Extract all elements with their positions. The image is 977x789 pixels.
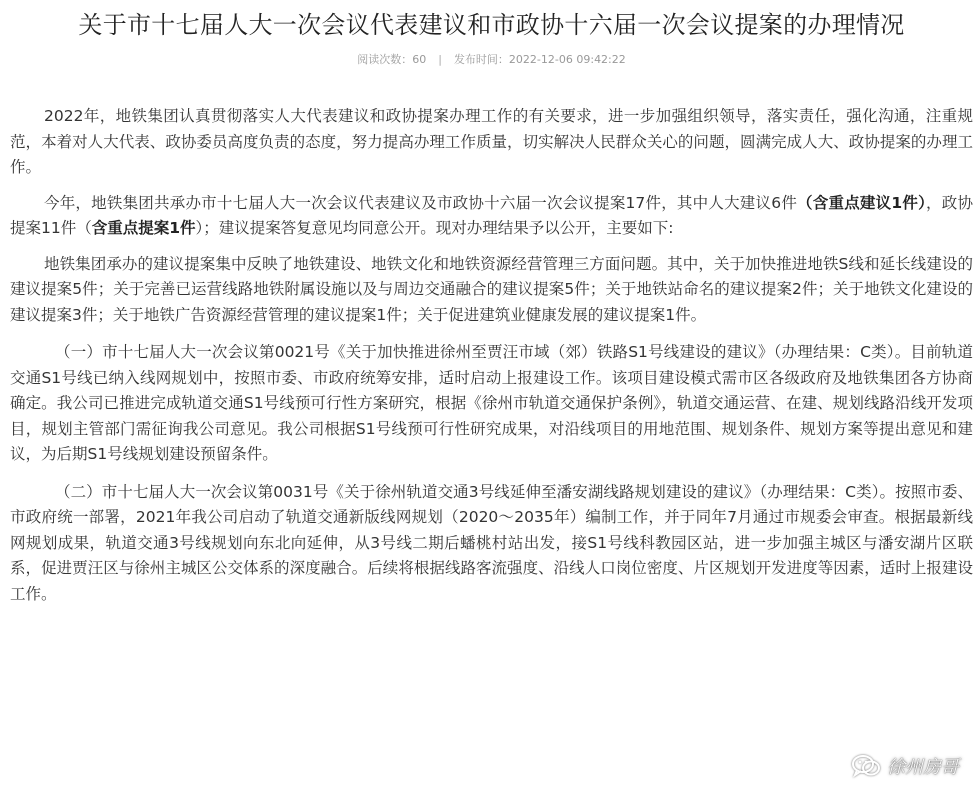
article-meta — [10, 50, 973, 70]
wechat-icon — [851, 753, 881, 779]
summary-bold-a: （含重点建议1件） — [797, 193, 927, 212]
watermark — [851, 751, 959, 781]
summary-text-c: ）；建议提案答复意见均同意公开。现对办理结果予以公开，主要如下: — [195, 219, 674, 237]
meta-separator: | — [438, 53, 442, 66]
watermark-text: 徐州房哥 — [887, 757, 959, 778]
paragraph-intro: 2022年，地铁集团认真贯彻落实人大代表建议和政协提案办理工作的有关要求，进一步加强组织领导，落实责任，强化沟通，注重规范，本着对人大代表、政协委员高度负责的态度，努力提高办理工作质量，切实解决人民群众关心的问题，圆满完成人大、政协提案的办理工作。 — [10, 107, 973, 176]
article-body — [10, 104, 973, 607]
paragraph-topics: 地铁集团承办的建议提案集中反映了地铁建设、地铁文化和地铁资源经营管理三方面问题。其中，关于加快推进地铁S线和延长线建设的建议提案5件；关于完善已运营线路地铁附属设施以及与周边交通融合的建议提案5件；关于地铁站命名的建议提案2件；关于地铁文化建设的建议提案3件；关于地铁广告资源经营管理的建议提案1件；关于促进建筑业健康发展的建议提案1件。 — [10, 254, 973, 324]
paragraph-summary — [10, 191, 973, 242]
page-title: 关于市十七届人大一次会议代表建议和市政协十六届一次会议提案的办理情况 — [78, 11, 905, 39]
summary-text-a: 今年，地铁集团共承办市十七届人大一次会议代表建议及市政协十六届一次会议提案17件，其中人大建议6件 — [44, 193, 798, 212]
publish-time: 发布时间：2022-12-06 09:42:22 — [453, 53, 626, 66]
read-count: 阅读次数：60 — [357, 53, 427, 66]
paragraph-item-1: （一）市十七届人大一次会议第0021号《关于加快推进徐州至贾汪市域（郊）铁路S1号线建设的建议》（办理结果：C类）。目前轨道交通S1号线已纳入线网规划中，按照市委、市政府统筹安排，适时启动上报建设工作。该项目建设模式需市区各级政府及地铁集团各方协商确定。我公司已推进完成轨道交通S1号线预可行性方案研究，根据《徐州市轨道交通保护条例》，轨道交通运营、在建、规划线路沿线开发项目，规划主管部门需征询我公司意见。我公司根据S1号线预可行性研究成果，对沿线项目的用地范围、规划条件、规划方案等提出意见和建议，为后期S1号线规划建设预留条件。 — [10, 343, 973, 463]
paragraph-item-2: （二）市十七届人大一次会议第0031号《关于徐州轨道交通3号线延伸至潘安湖线路规划建设的建议》（办理结果：C类）。按照市委、市政府统一部署，2021年我公司启动了轨道交通新版线网规划（2020～2035年）编制工作，并于同年7月通过市规委会审查。根据最新线网规划成果，轨道交通3号线规划向东北向延伸，从3号线二期后蟠桃村站出发，接S1号线科教园区站，进一步加强主城区与潘安湖片区联系，促进贾汪区与徐州主城区公交体系的深度融合。后续将根据线路客流强度、沿线人口岗位密度、片区规划开发进度等因素，适时上报建设工作。 — [10, 482, 973, 603]
summary-bold-b: 含重点提案1件 — [91, 219, 196, 237]
summary-text-b: ，政协提案11件（ — [10, 193, 973, 237]
